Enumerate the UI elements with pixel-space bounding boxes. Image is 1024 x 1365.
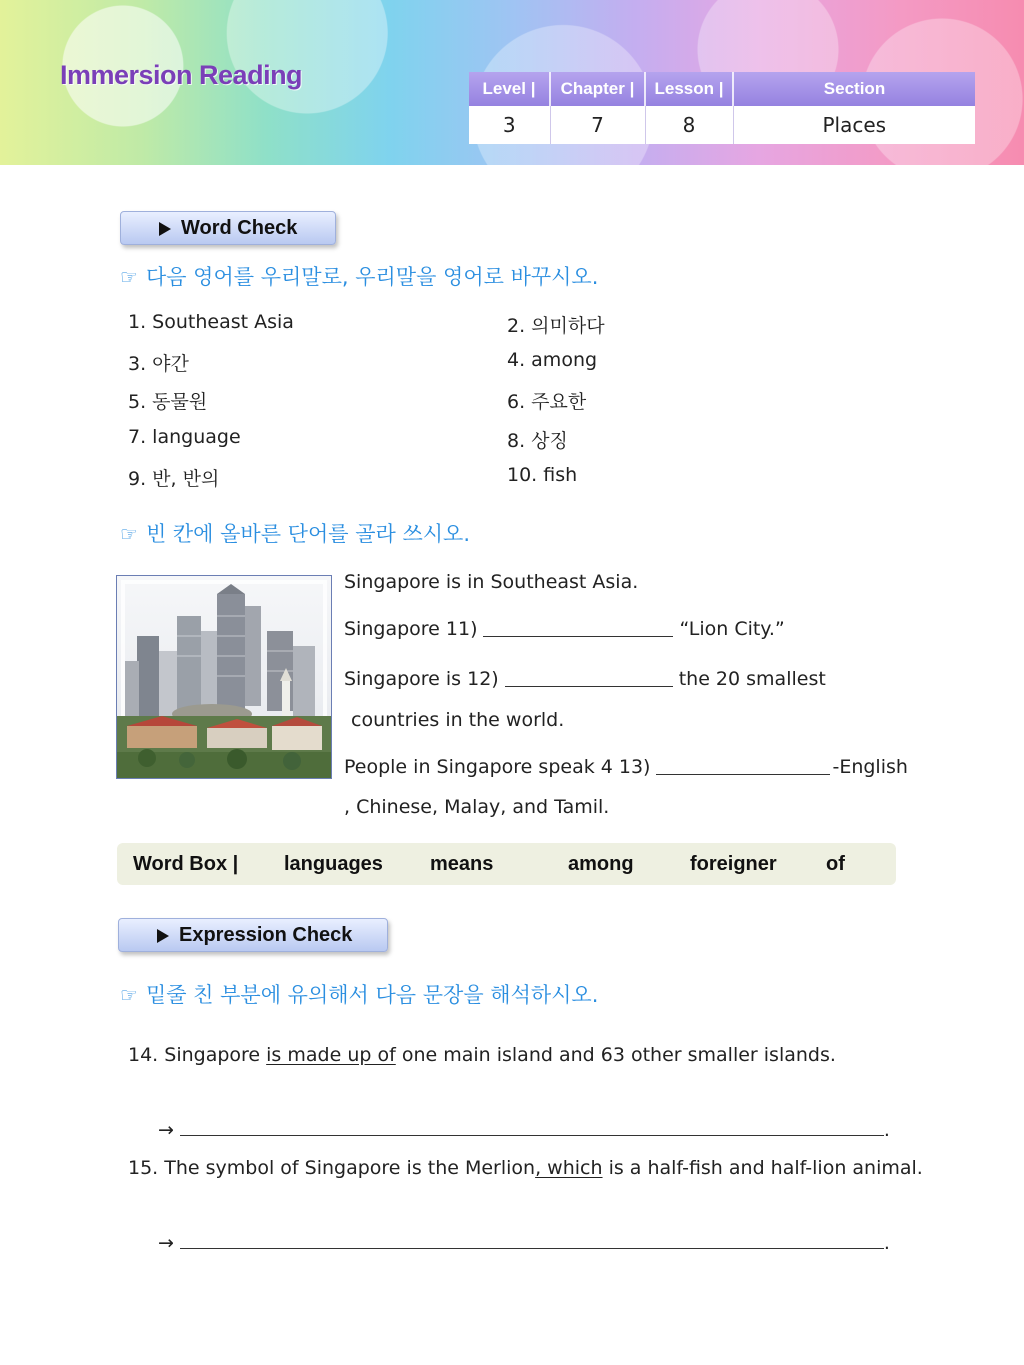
word-box: [117, 843, 896, 885]
singapore-skyline-photo: [116, 575, 332, 779]
answer-line-14[interactable]: → .: [158, 1119, 890, 1141]
section-header: Section: [733, 72, 975, 106]
question-15: 15. The symbol of Singapore is the Merlion, which is a half-fish and half-lion animal.: [128, 1157, 923, 1179]
word-item: 7. language: [128, 426, 241, 448]
word-item: 2. 의미하다: [507, 315, 605, 337]
word-item: 6. 주요한: [507, 391, 587, 413]
lesson-value: 8: [645, 106, 733, 144]
header-banner: [0, 0, 1024, 165]
level-header: Level |: [469, 72, 550, 106]
word-item: 10. fish: [507, 464, 578, 486]
blank-11[interactable]: [483, 635, 673, 637]
word-box-label: Word Box |: [133, 853, 239, 875]
word-item: 9. 반, 반의: [128, 468, 220, 490]
sentence-12: Singapore is 12) the 20 smallest: [344, 668, 826, 690]
word-box-item: means: [430, 853, 494, 875]
sentence-13: People in Singapore speak 4 13) -English: [344, 756, 908, 778]
arrow-icon: →: [158, 1119, 174, 1141]
section-value: Places: [733, 106, 975, 144]
word-box-item: foreigner: [690, 853, 777, 875]
blank-12[interactable]: [505, 685, 673, 687]
word-item: 1. Southeast Asia: [128, 311, 294, 333]
level-value: 3: [469, 106, 550, 144]
fill-blank-instruction: ☞ 빈 칸에 올바른 단어를 골라 쓰시오.: [120, 522, 470, 546]
chapter-value: 7: [550, 106, 645, 144]
play-triangle-icon: [159, 222, 171, 236]
pointing-hand-icon: ☞: [120, 522, 138, 546]
expression-check-instruction: ☞ 밑줄 친 부분에 유의해서 다음 문장을 해석하시오.: [120, 983, 599, 1007]
sentence-13-continued: , Chinese, Malay, and Tamil.: [344, 796, 610, 818]
lesson-header: Lesson |: [645, 72, 733, 106]
answer-line-15[interactable]: → .: [158, 1232, 890, 1254]
sentence-1: Singapore is in Southeast Asia.: [344, 571, 639, 593]
expression-check-heading: Expression Check: [118, 918, 388, 952]
word-box-item: among: [568, 853, 634, 875]
lesson-info-table: [469, 72, 975, 144]
word-box-item: of: [826, 853, 845, 875]
word-box-item: languages: [284, 853, 383, 875]
word-item: 5. 동물원: [128, 391, 208, 413]
blank-13[interactable]: [656, 773, 830, 775]
sentence-12-continued: countries in the world.: [351, 709, 565, 731]
word-check-instruction: ☞ 다음 영어를 우리말로, 우리말을 영어로 바꾸시오.: [120, 265, 599, 289]
pointing-hand-icon: ☞: [120, 983, 138, 1007]
word-item: 8. 상징: [507, 430, 568, 452]
chapter-header: Chapter |: [550, 72, 645, 106]
pointing-hand-icon: ☞: [120, 265, 138, 289]
brand-logo: Immersion Reading: [60, 60, 303, 90]
question-14: 14. Singapore is made up of one main island and 63 other smaller islands.: [128, 1044, 836, 1066]
sentence-11: Singapore 11) “Lion City.”: [344, 618, 785, 640]
arrow-icon: →: [158, 1232, 174, 1254]
word-item: 3. 야간: [128, 353, 189, 375]
underlined-phrase: , which: [535, 1157, 603, 1179]
underlined-phrase: is made up of: [266, 1044, 396, 1066]
play-triangle-icon: [157, 929, 169, 943]
word-item: 4. among: [507, 349, 598, 371]
word-check-heading: Word Check: [120, 211, 336, 245]
